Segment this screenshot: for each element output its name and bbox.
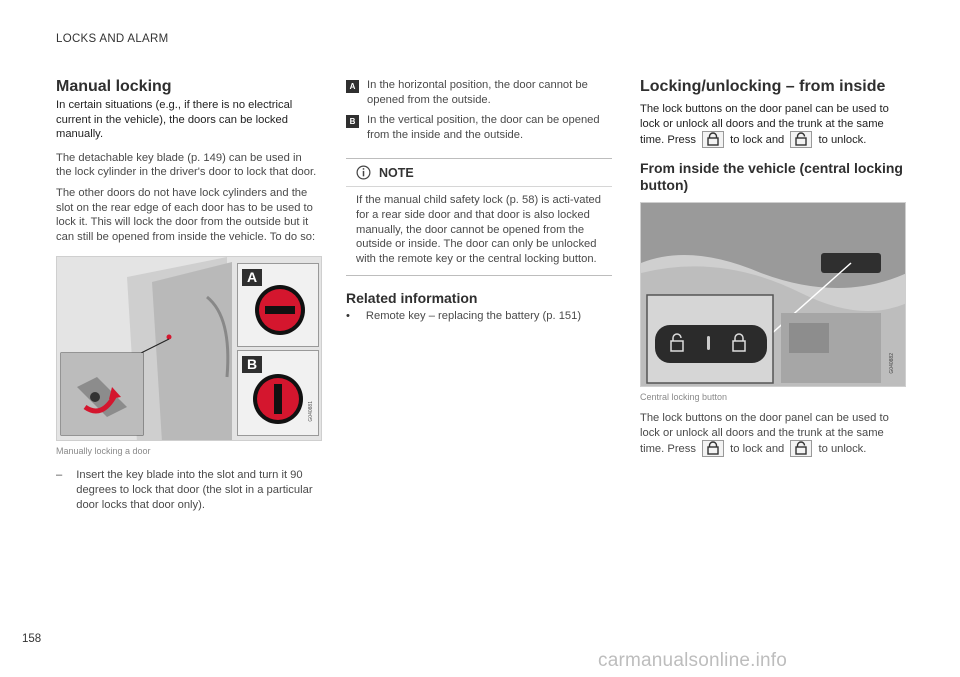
- unlock-icon-2: [790, 440, 812, 457]
- position-b-panel: [237, 350, 319, 436]
- figure-code: G040881: [308, 401, 314, 422]
- figure-caption: Manually locking a door: [56, 446, 151, 457]
- lock-icon-2: [702, 440, 724, 457]
- column-manual-locking: [56, 78, 318, 512]
- central-lock-paragraph: [640, 411, 906, 457]
- figure-code-2: G040882: [889, 353, 895, 374]
- door-panel-illustration: [641, 203, 906, 387]
- position-letter-b: B: [346, 115, 359, 128]
- horizontal-lock-icon: [238, 264, 320, 348]
- key-blade-paragraph: The detachable key blade (p. 149) can be used in the lock cylinder in the driver's door to lock that door.: [56, 151, 317, 179]
- step-item: [56, 468, 318, 512]
- figure-caption-2: Central locking button: [640, 392, 728, 403]
- locking-inside-lead: [640, 102, 906, 148]
- step-dash: –: [56, 469, 63, 482]
- note-text: If the manual child safety lock (p. 58) is acti-vated for a rear side door and that door is also locked manually, the door cannot be opened from the outside or inside. The door can only be unlocked with the remote key or the central locking button.: [356, 194, 601, 265]
- heading-manual-locking: Manual locking: [56, 78, 172, 95]
- bullet-dot: •: [346, 310, 350, 323]
- central-lock-figure: [640, 202, 906, 387]
- note-box: [346, 158, 612, 276]
- position-text-a: In the horizontal position, the door cannot be opened from the outside.: [367, 79, 588, 106]
- para-text-a: The lock buttons on the door panel can be used to lock or unlock all doors and the trunk at the same time. Press: [640, 412, 889, 456]
- position-letter-a: A: [346, 80, 359, 93]
- label-a-box: A: [242, 269, 262, 286]
- related-list-item: [346, 309, 612, 324]
- heading-locking-inside: Locking/unlocking – from inside: [640, 78, 886, 95]
- manual-lock-figure: [56, 256, 322, 441]
- unlock-icon: [790, 131, 812, 148]
- lead-text-b: to lock and: [730, 134, 785, 147]
- lock-icon: [702, 131, 724, 148]
- note-header: [346, 165, 612, 187]
- other-doors-paragraph: The other doors do not have lock cylinders and the slot on the rear edge of each door has to be used to lock it. This will lock the door from the outside but it can still be opened from inside the vehicle. To do so:: [56, 186, 316, 243]
- position-item-a: [346, 78, 612, 107]
- lead-text-c: to unlock.: [818, 134, 867, 147]
- position-a-panel: [237, 263, 319, 347]
- vertical-lock-icon: [238, 351, 320, 437]
- lead-paragraph: In certain situations (e.g., if there is no electrical current in the vehicle), the doors can be locked manually.: [56, 99, 293, 141]
- related-link[interactable]: Remote key – replacing the battery (p. 151): [365, 310, 582, 323]
- label-b-box: B: [242, 356, 262, 373]
- column-locking-inside: [640, 78, 906, 457]
- subheading-central-locking: From inside the vehicle (central locking button): [640, 160, 903, 194]
- position-item-b: [346, 113, 612, 142]
- column-positions-note: [346, 78, 612, 324]
- step-text: Insert the key blade into the slot and turn it 90 degrees to lock that door (the slot in a particular door locks that door only).: [76, 469, 313, 511]
- info-icon: [356, 165, 371, 180]
- section-header: LOCKS AND ALARM: [56, 33, 169, 45]
- para-text-b: to lock and: [730, 443, 785, 456]
- page-number: 158: [22, 633, 42, 645]
- lead-text-a: The lock buttons on the door panel can be used to lock or unlock all doors and the trunk at the same time. Press: [640, 103, 889, 147]
- position-text-b: In the vertical position, the door can be opened from the inside and the outside.: [367, 114, 600, 141]
- para-text-c: to unlock.: [818, 443, 867, 456]
- watermark: carmanualsonline.info: [598, 650, 788, 671]
- note-label: NOTE: [379, 165, 414, 180]
- related-heading: Related information: [346, 290, 478, 307]
